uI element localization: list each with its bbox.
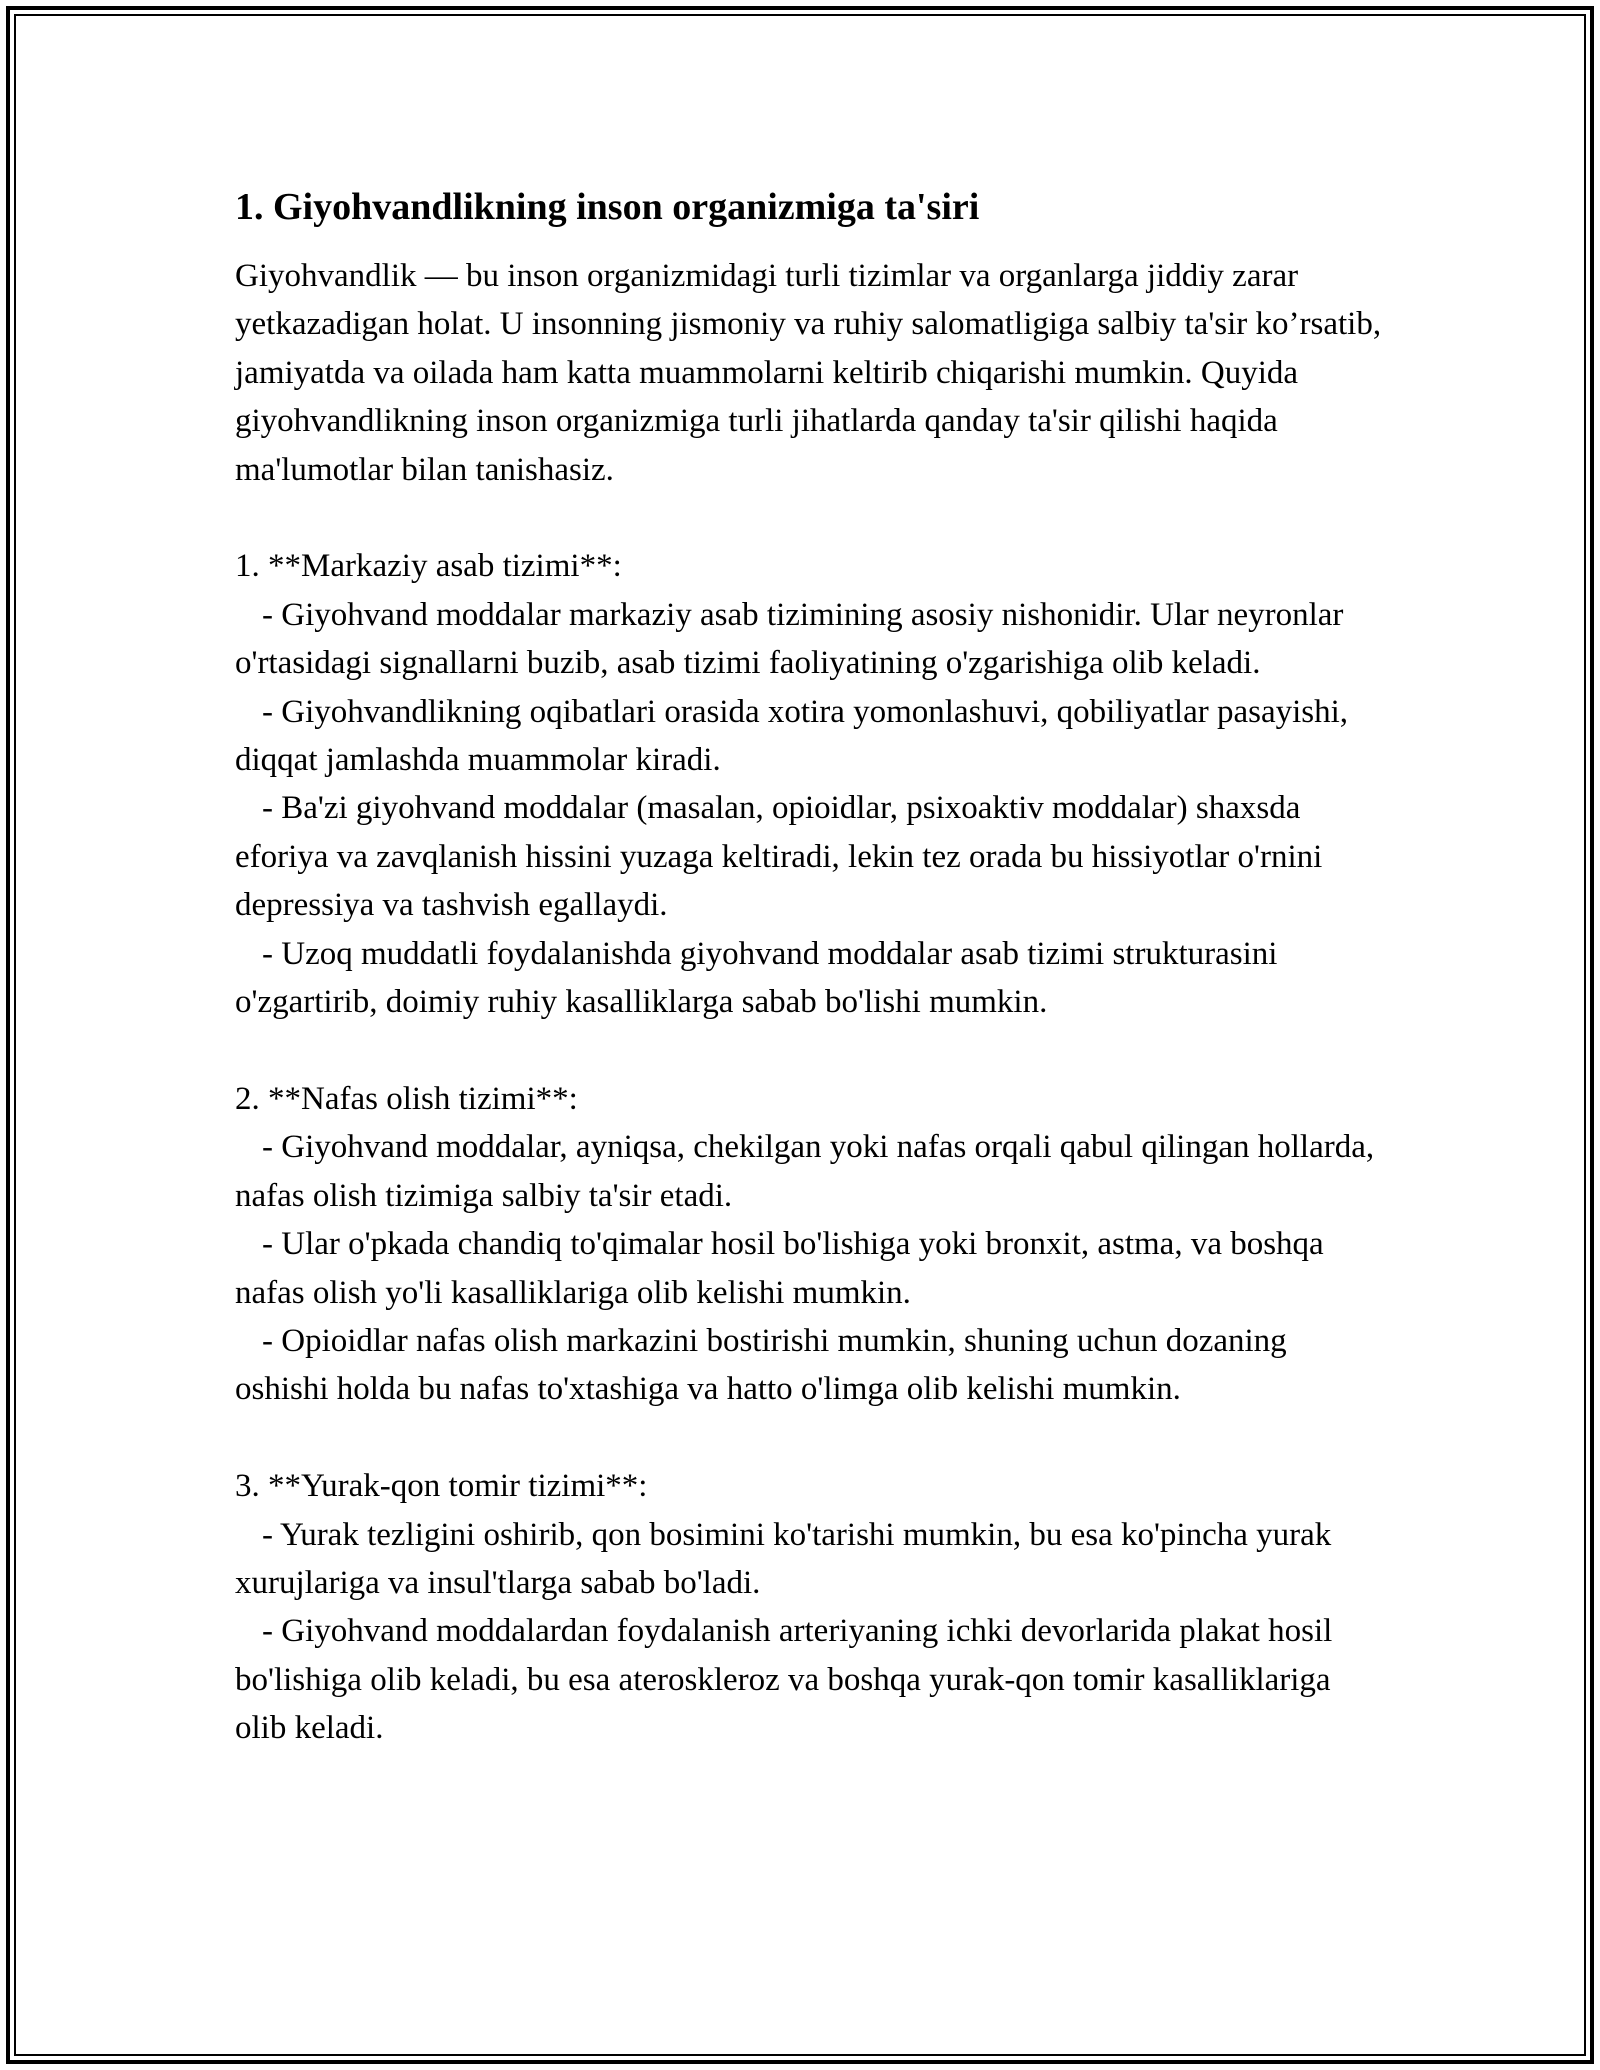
intro-paragraph: Giyohvandlik — bu inson organizmidagi turli tizimlar va organlarga jiddiy zarar yetkazadigan holat. U insonning jismoniy va ruhiy salomatligiga salbiy ta'sir ko’rsatib, jamiyatda va oilada ham katta muammolarni keltirib chiqarishi mumkin. Quyida giyohvandlikning inson organizmiga turli jihatlarda qanday ta'sir qilishi haqida ma'lumotlar bilan tanishasiz. — [235, 258, 1390, 488]
section-heading: 2. **Nafas olish tizimi**: — [235, 1080, 578, 1117]
list-item: - Opioidlar nafas olish markazini bostirishi mumkin, shuning uchun dozaning oshishi holda bu nafas to'xtashiga va hatto o'limga olib kelishi mumkin. — [235, 1322, 1287, 1408]
list-item: - Giyohvand moddalar markaziy asab tizimining asosiy nishonidir. Ular neyronlar o'rtasidagi signallarni buzib, asab tizimi faoliyatining o'zgarishiga olib keladi. — [235, 596, 1344, 682]
section-heading: 1. **Markaziy asab tizimi**: — [235, 548, 622, 585]
document-body — [235, 184, 1390, 1753]
spacer — [235, 494, 1385, 542]
list-item: - Yurak tezligini oshirib, qon bosimini ko'tarishi mumkin, bu esa ko'pincha yurak xurujlariga va insul'tlarga sabab bo'ladi. — [235, 1516, 1332, 1601]
section-respiratory-system — [235, 1075, 1385, 1414]
section-heading: 3. **Yurak-qon tomir tizimi**: — [235, 1468, 648, 1505]
section-nervous-system — [235, 542, 1385, 1026]
list-item: - Giyohvand moddalardan foydalanish arteriyaning ichki devorlarida plakat hosil bo'lishiga olib keladi, bu esa ateroskleroz va boshqa yurak-qon tomir kasalliklariga olib keladi. — [235, 1613, 1333, 1747]
spacer — [235, 1414, 1385, 1462]
list-item: - Uzoq muddatli foydalanishda giyohvand moddalar asab tizimi strukturasini o'zgartirib, doimiy ruhiy kasalliklarga sabab bo'lishi mumkin. — [235, 935, 1278, 1021]
list-item: - Giyohvandlikning oqibatlari orasida xotira yomonlashuvi, qobiliyatlar pasayishi, diqqat jamlashda muammolar kiradi. — [235, 693, 1349, 779]
list-item: - Ular o'pkada chandiq to'qimalar hosil bo'lishiga yoki bronxit, astma, va boshqa nafas olish yo'li kasalliklariga olib kelishi mumkin. — [235, 1226, 1324, 1311]
spacer — [235, 1026, 1385, 1074]
list-item: - Giyohvand moddalar, ayniqsa, chekilgan yoki nafas orqali qabul qilingan hollarda, nafas olish tizimiga salbiy ta'sir etadi. — [235, 1129, 1375, 1214]
document-title: 1. Giyohvandlikning inson organizmiga ta'siri — [235, 186, 980, 228]
list-item: - Ba'zi giyohvand moddalar (masalan, opioidlar, psixoaktiv moddalar) shaxsda eforiya va zavqlanish hissini yuzaga keltiradi, lekin tez orada bu hissiyotlar o'rnini depressiya va tashvish egallaydi. — [235, 790, 1323, 924]
section-cardiovascular-system — [235, 1462, 1385, 1752]
